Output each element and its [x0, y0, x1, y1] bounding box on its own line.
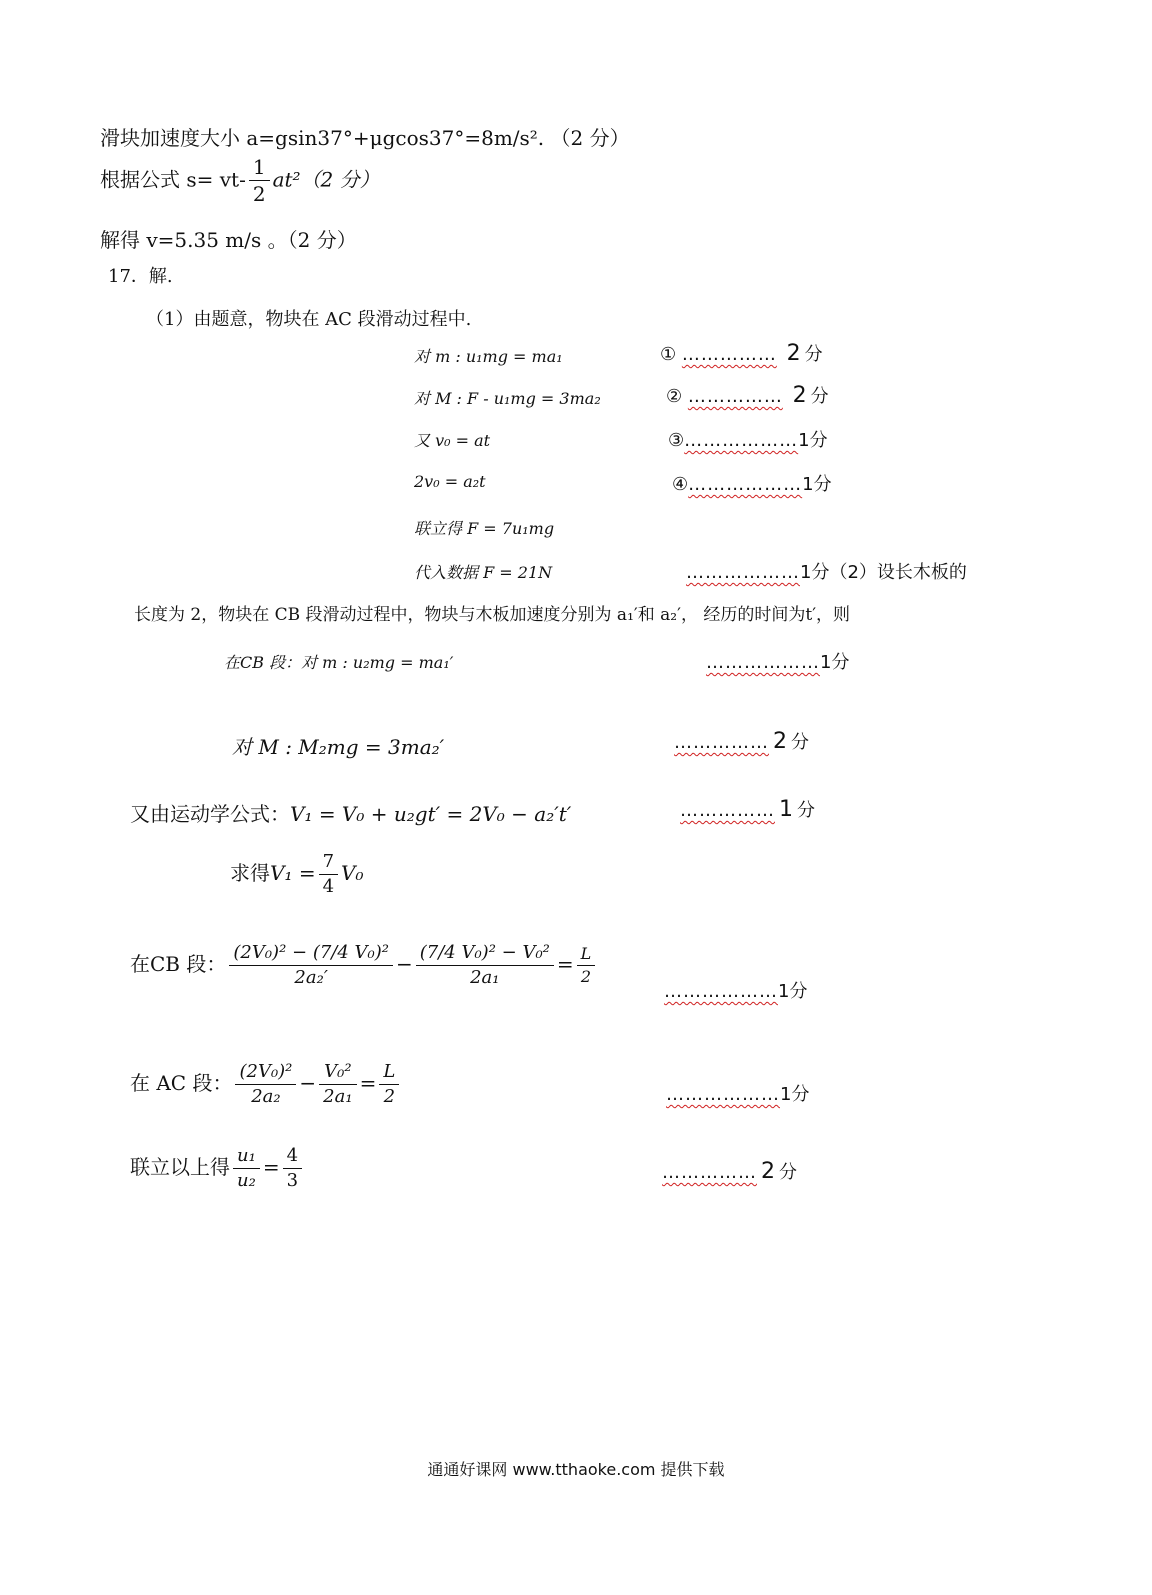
- unit: 分: [809, 430, 828, 451]
- unit: 分: [813, 474, 832, 495]
- score-cb1: [706, 648, 849, 674]
- score-4: [672, 470, 832, 496]
- equals: =: [262, 1155, 280, 1180]
- score-2: [666, 382, 829, 408]
- equals: =: [556, 952, 574, 977]
- frac-den: 4: [322, 875, 335, 897]
- eq-2v0: 2v₀ = a₂t: [414, 472, 486, 491]
- ac-prefix: 在 AC 段：: [130, 1071, 233, 1096]
- points: 1: [778, 981, 790, 1002]
- marker-2: ②: [666, 386, 683, 407]
- frac-den: 2a₁: [470, 966, 500, 988]
- unit: 分: [791, 1084, 810, 1105]
- cb2-frac-rhs: [577, 945, 596, 986]
- dots: ……………: [687, 386, 783, 407]
- ac-frac-rhs: [379, 1062, 399, 1107]
- frac-den: 2a₂: [251, 1085, 281, 1107]
- half-fraction: [249, 156, 270, 206]
- frac-num: 4: [283, 1146, 302, 1169]
- fin-prefix: 联立以上得: [130, 1155, 230, 1180]
- dots: ……………: [662, 1162, 757, 1183]
- fin-frac-rhs: [283, 1146, 302, 1191]
- unit: 分: [804, 344, 823, 365]
- frac-den: 2: [580, 966, 592, 986]
- frac-num: L: [379, 1062, 399, 1085]
- unit: 分: [810, 386, 829, 407]
- eq-final: [130, 1146, 305, 1191]
- eq-M-ac: 对 M : F - u₁mg = 3ma₂: [414, 389, 601, 408]
- line-formula: [100, 156, 380, 206]
- points: 2: [773, 729, 787, 754]
- kin-eq: V₁ = V₀ + u₂gt′ = 2V₀ − a₂′t′: [290, 802, 572, 826]
- eq-kinematics: [130, 798, 571, 827]
- eq-v0: 又 v₀ = at: [414, 431, 491, 450]
- points: 2: [792, 383, 807, 408]
- marker-4: ④: [672, 474, 689, 495]
- dots: ………………: [686, 562, 800, 583]
- frac-den: 3: [286, 1169, 299, 1191]
- points: 1: [800, 562, 812, 583]
- fin-frac-u: [233, 1146, 260, 1191]
- frac-num: L: [577, 945, 596, 965]
- eq-result-v1: [230, 852, 364, 897]
- frac-num: u₁: [233, 1146, 260, 1169]
- formula-prefix: 根据公式 s= vt-: [100, 167, 246, 192]
- dots: ………………: [688, 474, 803, 495]
- score-tail: 分（2）设长木板的: [811, 562, 967, 583]
- frac-num: V₀²: [319, 1062, 356, 1085]
- frac-den: 2: [252, 182, 266, 206]
- points: 1: [820, 652, 832, 673]
- points: 1: [780, 1084, 792, 1105]
- ac-frac-2: [319, 1062, 356, 1107]
- cb2-frac-1: [229, 943, 393, 988]
- eq-ac-energy: [130, 1062, 402, 1107]
- cb2-frac-2: [416, 943, 554, 988]
- points: 1: [798, 430, 810, 451]
- ac-frac-1: [235, 1062, 296, 1107]
- eq-combine: 联立得 F = 7u₁mg: [414, 519, 555, 538]
- points: 1: [779, 797, 793, 822]
- marker-3: ③: [668, 430, 685, 451]
- frac-den: 2a₁: [323, 1085, 353, 1107]
- frac-den: u₂: [237, 1169, 256, 1191]
- marker-1: ①: [660, 344, 677, 365]
- eq-m-ac: 对 m : u₁mg = ma₁: [414, 347, 563, 366]
- eq-cb-energy: [130, 943, 598, 988]
- dots: ……………: [681, 344, 777, 365]
- score-cb2: [664, 977, 807, 1003]
- eq-cb-m: 在CB 段：对 m : u₂mg = ma₁′: [224, 653, 454, 672]
- dots: ………………: [684, 430, 799, 451]
- dots: ………………: [664, 981, 778, 1002]
- unit: 分: [831, 652, 850, 673]
- minus: −: [299, 1071, 317, 1096]
- minus: −: [395, 952, 413, 977]
- cb2-prefix: 在CB 段：: [130, 952, 227, 977]
- kin-prefix: 又由运动学公式：: [130, 802, 290, 826]
- part1-intro: （1）由题意，物块在 AC 段滑动过程中.: [146, 309, 472, 330]
- points: 1: [802, 474, 814, 495]
- frac-num: 7: [319, 852, 338, 875]
- unit: 分: [789, 981, 808, 1002]
- score-m1: [674, 728, 809, 754]
- frac-num: (7/4 V₀)² − V₀²: [416, 943, 554, 966]
- score-ac: [666, 1080, 809, 1106]
- footer-credit: 通通好课网 www.tthaoke.com 提供下载: [427, 1460, 725, 1479]
- unit: 分: [797, 800, 815, 821]
- dots: ……………: [680, 800, 775, 821]
- res-tail: V₀: [341, 861, 364, 886]
- points: 2: [786, 341, 801, 366]
- eq-substitute: 代入数据 F = 21N: [414, 563, 553, 582]
- line-solve-v: 解得 v=5.35 m/s 。（2 分）: [100, 228, 357, 252]
- score-kin: [680, 796, 815, 822]
- frac-den: 2a₂′: [294, 966, 328, 988]
- formula-suffix: at²（2 分）: [272, 167, 380, 192]
- score-3: [668, 426, 828, 452]
- seven-fourths: [319, 852, 338, 897]
- score-6: [686, 558, 967, 584]
- eq-cb-M: 对 M : M₂mg = 3ma₂′: [232, 735, 445, 759]
- problem-17-heading: 17．解.: [108, 266, 173, 287]
- score-1: [660, 340, 823, 366]
- dots: ………………: [706, 652, 820, 673]
- dots: ……………: [674, 732, 769, 753]
- part2-intro: 长度为 2，物块在 CB 段滑动过程中，物块与木板加速度分别为 a₁′和 a₂′， 经历的时间为t′，则: [134, 605, 851, 625]
- dots: ………………: [666, 1084, 780, 1105]
- score-final: [662, 1158, 797, 1184]
- unit: 分: [791, 732, 809, 753]
- points: 2: [761, 1159, 775, 1184]
- equals: =: [359, 1071, 377, 1096]
- res-lhs: V₁ =: [270, 861, 316, 886]
- res-prefix: 求得: [230, 861, 270, 886]
- frac-den: 2: [383, 1085, 396, 1107]
- line-acceleration: 滑块加速度大小 a=gsin37°+μgcos37°=8m/s². （2 分）: [100, 126, 630, 150]
- frac-num: (2V₀)²: [235, 1062, 296, 1085]
- frac-num: (2V₀)² − (7/4 V₀)²: [229, 943, 393, 966]
- frac-num: 1: [249, 156, 270, 181]
- unit: 分: [779, 1162, 797, 1183]
